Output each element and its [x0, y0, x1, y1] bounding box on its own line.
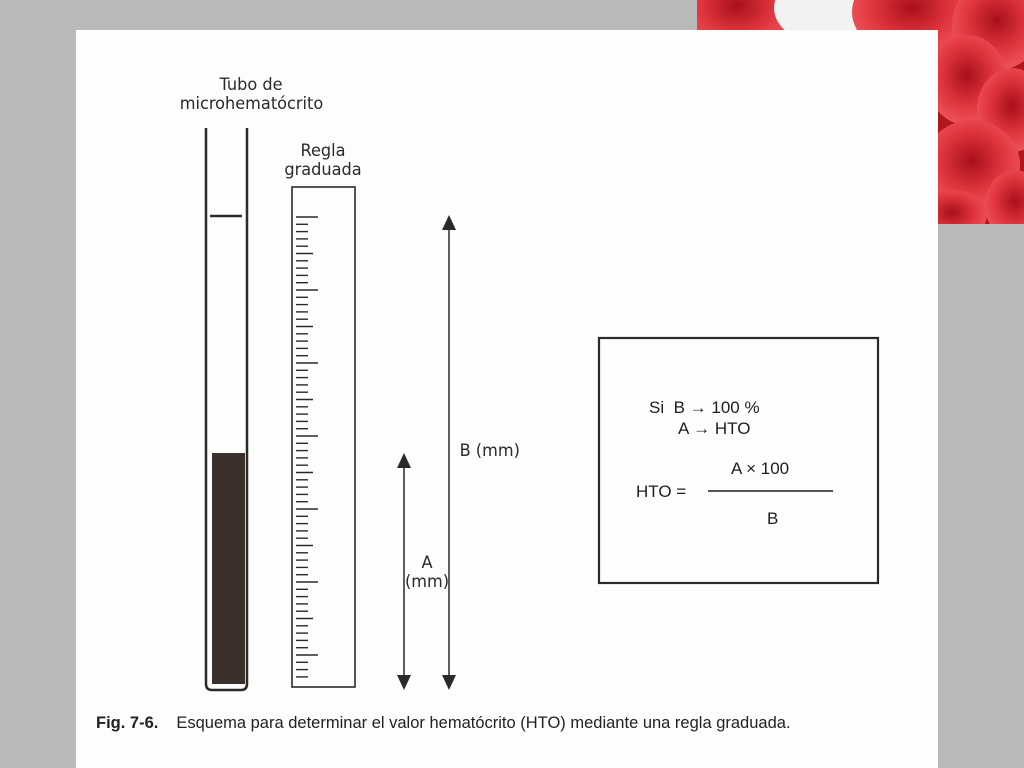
ruler-title: [271, 142, 376, 180]
formula-denominator: B: [767, 509, 779, 528]
packed-red-cells-column: [212, 453, 245, 684]
formula-line2: A → HTO: [678, 419, 751, 438]
tube-title-line2: microhematócrito: [179, 94, 324, 114]
ruler-title-line2: graduada: [284, 160, 362, 180]
formula-line1-prefix: Si: [649, 398, 665, 417]
figure-caption: [96, 714, 791, 733]
b-measure-arrow: [442, 215, 456, 690]
figure-page: [76, 30, 938, 768]
formula-lhs: HTO =: [636, 482, 687, 501]
tube-title: [180, 76, 323, 114]
tube-title-line1: Tubo de: [219, 75, 283, 95]
b-label: B (mm): [459, 441, 520, 461]
formula-line1-text: B → 100 %: [673, 398, 760, 417]
microhematocrit-tube: [206, 128, 247, 690]
formula-line1: [649, 398, 760, 418]
a-label: [404, 554, 450, 592]
ruler-title-line1: Regla: [300, 141, 346, 161]
caption-text: Esquema para determinar el valor hematócrito (HTO) mediante una regla graduada.: [176, 714, 791, 732]
formula-numerator: A × 100: [731, 459, 790, 478]
ruler-ticks: [296, 217, 318, 677]
caption-label: Fig. 7-6.: [96, 714, 159, 732]
graduated-ruler: [292, 187, 355, 687]
hematocrit-diagram: [76, 30, 938, 730]
a-label-line2: (mm): [404, 572, 450, 592]
a-label-line1: A: [421, 553, 433, 573]
